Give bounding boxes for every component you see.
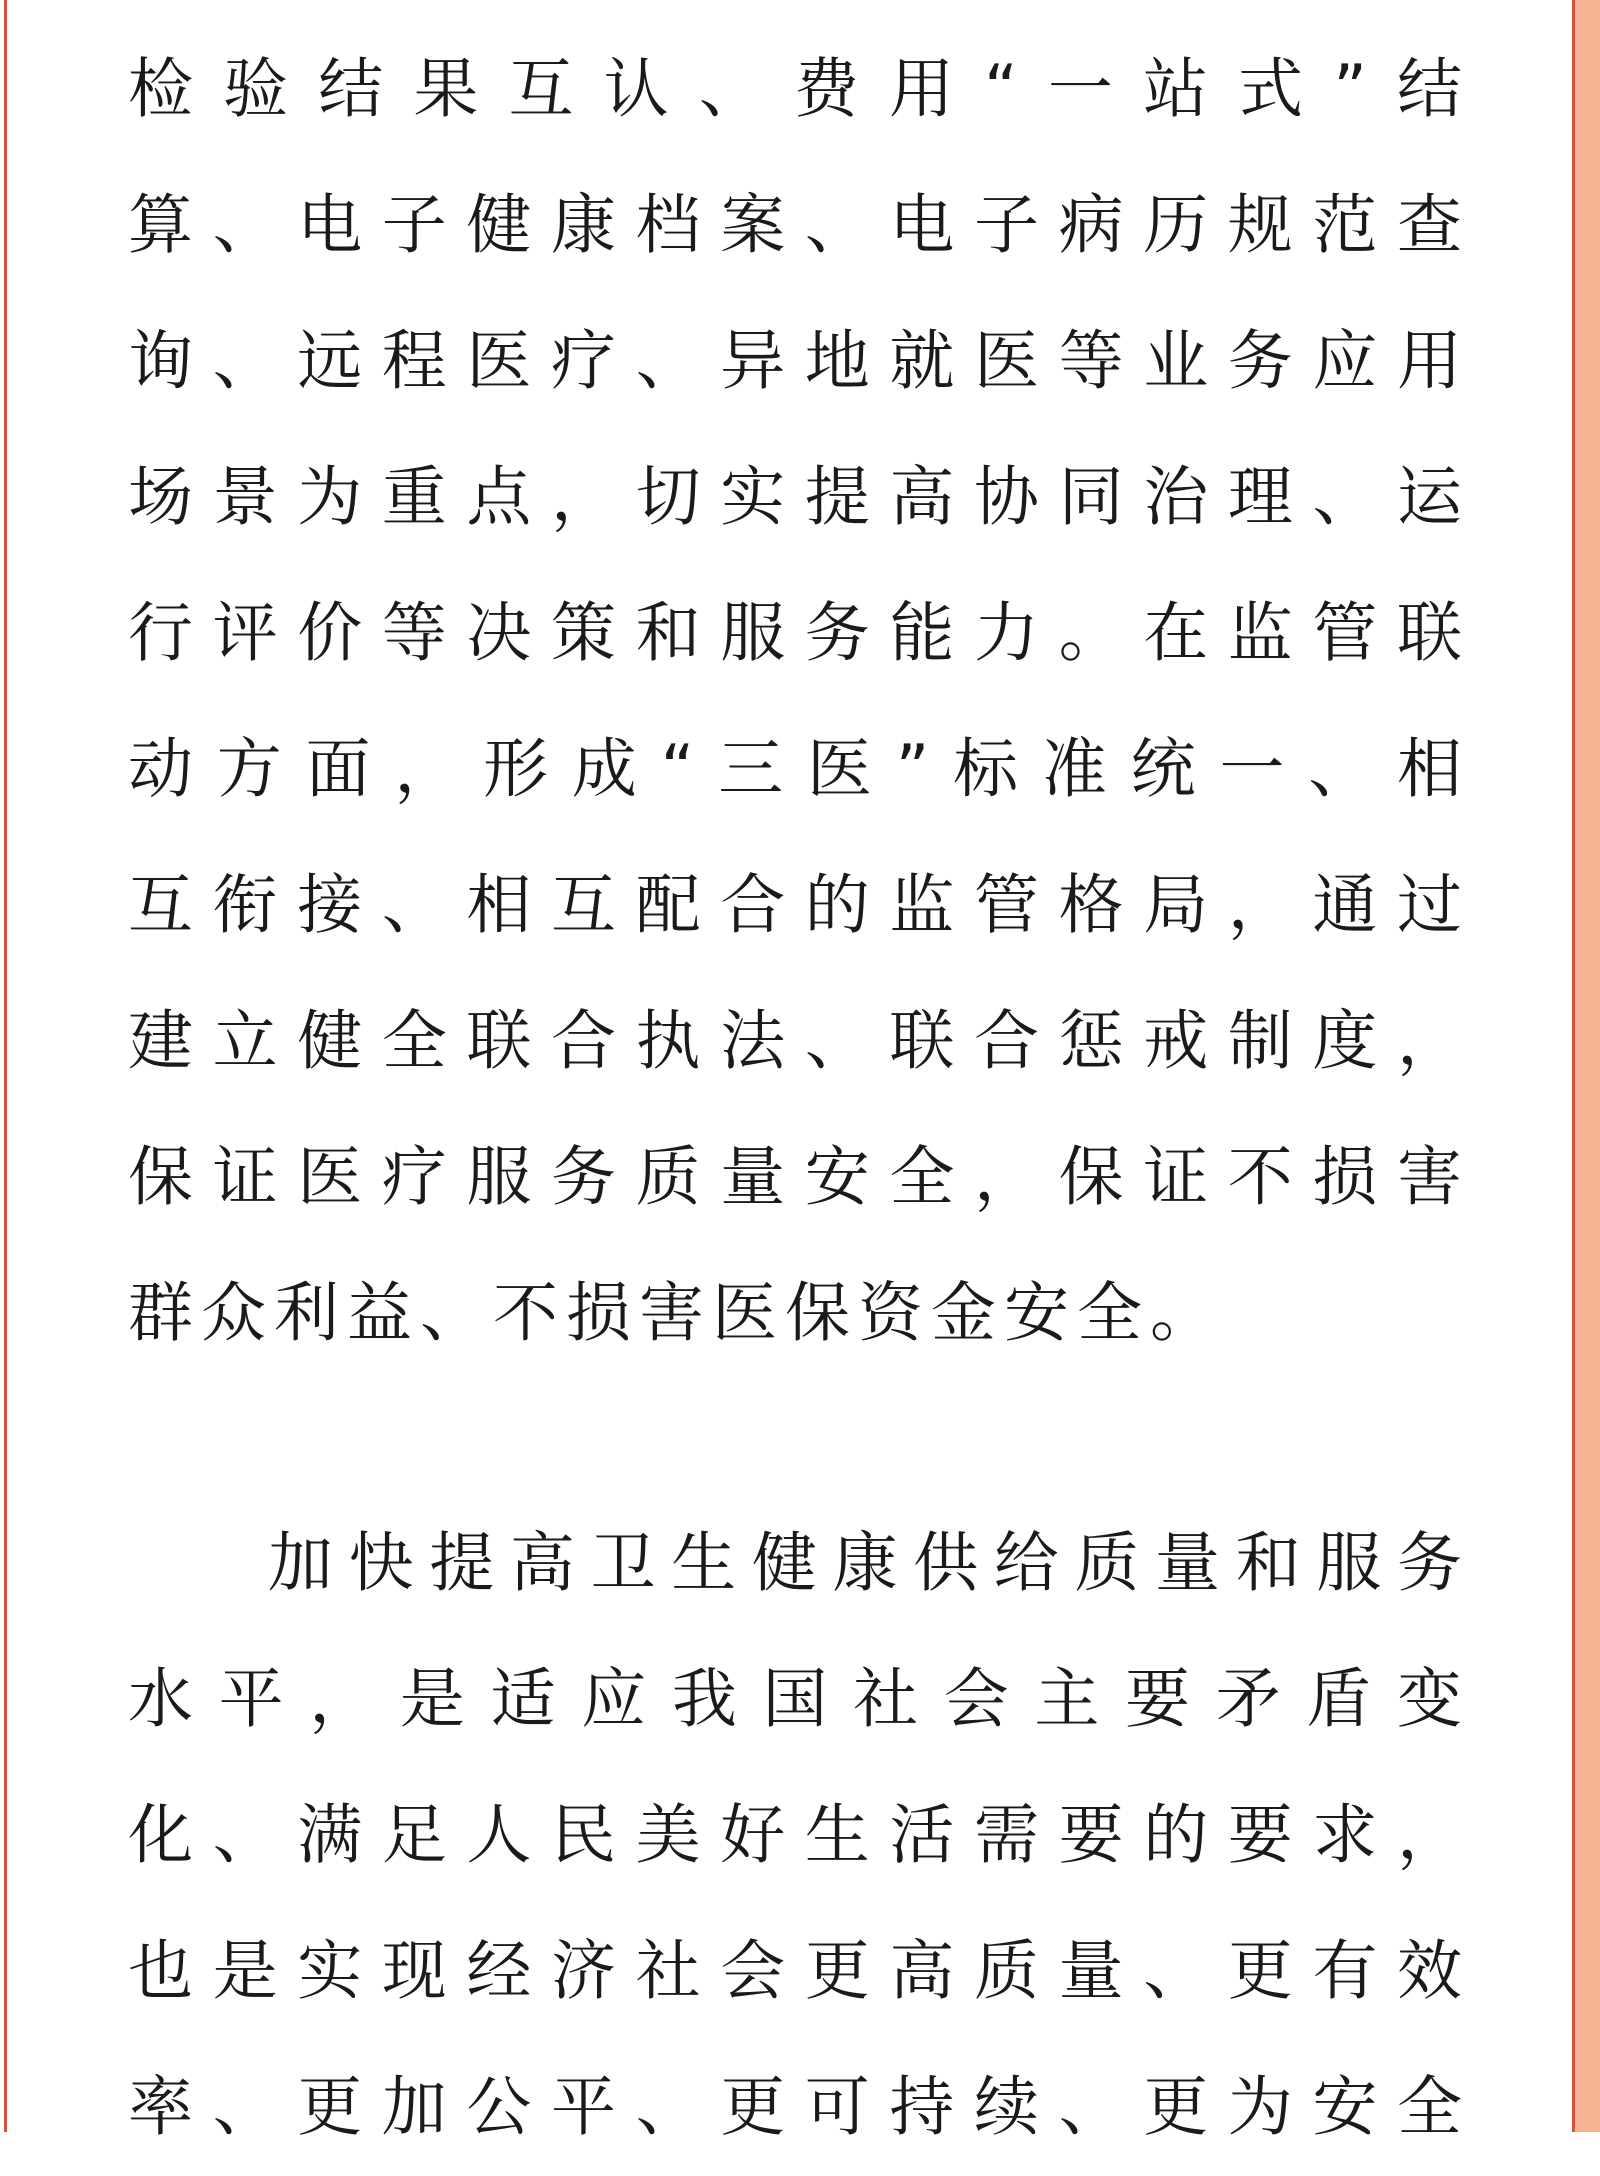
paragraph-line: 检验结果互认、费用“一站式”结 <box>128 52 1470 127</box>
paragraph-line: 建立健全联合执法、联合惩戒制度， <box>128 1004 1470 1079</box>
paragraph-line: 保证医疗服务质量安全，保证不损害 <box>128 1140 1470 1215</box>
right-decorative-band <box>1575 0 1600 2132</box>
paragraph-line: 也是实现经济社会更高质量、更有效 <box>128 1934 1470 2009</box>
paragraph-line: 行评价等决策和服务能力。在监管联 <box>128 596 1470 671</box>
paragraph-line: 互衔接、相互配合的监管格局，通过 <box>128 868 1470 943</box>
paragraph-line: 化、满足人民美好生活需要的要求， <box>128 1798 1470 1873</box>
paragraph-2 <box>128 1496 1470 2176</box>
paragraph-line: 场景为重点，切实提高协同治理、运 <box>128 460 1470 535</box>
left-border-line <box>4 0 7 2132</box>
paragraph-1 <box>128 22 1470 1382</box>
paragraph-line: 动方面，形成“三医”标准统一、相 <box>128 732 1470 807</box>
paragraph-line: 算、电子健康档案、电子病历规范查 <box>128 188 1470 263</box>
paragraph-line: 水平，是适应我国社会主要矛盾变 <box>128 1662 1470 1737</box>
paragraph-line: 群众利益、不损害医保资金安全。 <box>128 1276 1224 1351</box>
paragraph-line: 询、远程医疗、异地就医等业务应用 <box>128 324 1470 399</box>
paragraph-line: 率、更加公平、更可持续、更为安全 <box>128 2070 1470 2145</box>
paragraph-line: 加快提高卫生健康供给质量和服务 <box>268 1526 1470 1601</box>
